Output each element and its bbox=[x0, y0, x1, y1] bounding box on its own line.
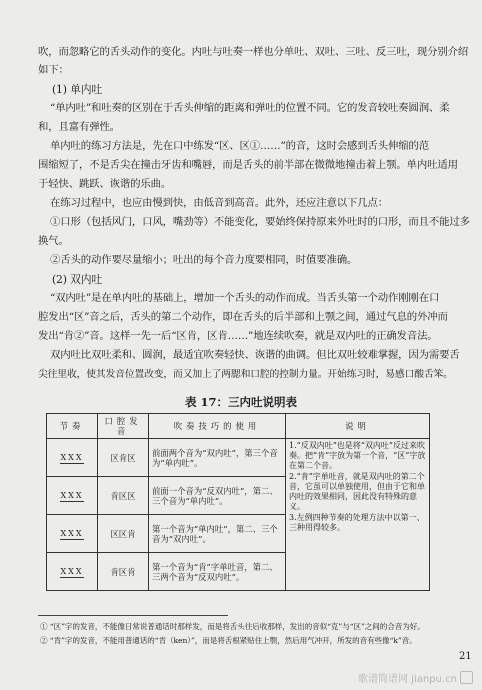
footnote: ② “肯”字的发音，不能用普通话的“肯（ken）”，而是将舌根紧贴住上颚，然后用气冲开，所发的音有些像“k”音。 bbox=[40, 636, 417, 645]
table-header-row bbox=[47, 414, 430, 439]
watermark-logo-icon bbox=[460, 671, 473, 684]
text-line: 围缩短了，不是舌尖在撞击牙齿和嘴唇，而是舌头的前半部在微微地撞击着上颚。单内吐适用 bbox=[38, 159, 458, 171]
footnote: ① “区”字的发音，不能像日常说普通话时那样发，而是将舌头往后收那样，发出的音似“克”与“区”之间的合音为好。 bbox=[40, 622, 425, 631]
text-line: 换气。 bbox=[38, 235, 69, 247]
footnote-divider bbox=[38, 615, 228, 616]
text-line: 双内吐比双吐柔和、圆润，最适宜吹奏轻快、诙谐的曲调。但比双吐较难掌握，因为需要舌 bbox=[50, 349, 460, 361]
rhythm-cell: XXX bbox=[47, 439, 98, 477]
technique-cell: 第一个音为“单内吐”，第二、三个音为“双内吐”。 bbox=[149, 515, 286, 553]
note-item: 3.左例四种节奏的处理方法中以第一、三种用得较多。 bbox=[289, 513, 425, 532]
rhythm-cell: XXX bbox=[47, 477, 98, 515]
text-line: 腔发出“区”音之后，舌头的第二个动作，即在舌头的后半部和上颚之间，通过气息的外冲而 bbox=[38, 311, 448, 323]
page-number: 21 bbox=[459, 651, 472, 662]
text-line: 单内吐的练习方法是，先在口中练发“区、区①……”的音，这时会感到舌头伸缩的范 bbox=[50, 140, 429, 152]
header-notes: 说明 bbox=[286, 414, 430, 439]
technique-cell: 第一个音为“肯”字单吐音，第二、三两个音为“反双内吐”。 bbox=[149, 553, 286, 591]
text-line: 发出“肯②”音。这样一先一后“区肯，区肯……”地连续吹奏，就是双内吐的正确发音法。 bbox=[38, 330, 438, 342]
header-technique: 吹奏技巧的使用 bbox=[149, 414, 286, 439]
text-line: 和，且富有弹性。 bbox=[38, 121, 120, 133]
text-line: 如下： bbox=[38, 64, 69, 76]
rhythm-cell: XXX bbox=[47, 553, 98, 591]
text-line: 尖往里收，使其发音位置改变，而又加上了两腮和口腔的控制力量。开始练习时，易感口酸舌笨。 bbox=[38, 369, 453, 380]
watermark: 歌谱简谱网 jianpu.cn bbox=[358, 670, 473, 685]
text-line: “双内吐”是在单内吐的基础上，增加一个舌头的动作而成。当舌头第一个动作刚刚在口 bbox=[50, 292, 440, 304]
header-rhythm: 节奏 bbox=[47, 414, 98, 439]
table-caption: 表 17：三内吐说明表 bbox=[184, 395, 297, 409]
text-line: “单内吐”和吐奏的区别在于舌头伸缩的距离和弹吐的位置不同。它的发音较吐奏圆润、柔 bbox=[50, 102, 450, 114]
mouth-cell: 区区肯 bbox=[98, 515, 149, 553]
text-line: ①口形（包括风门，口风，嘴劲等）不能变化，要始终保持原来外吐时的口形，而且不能过多 bbox=[50, 216, 470, 228]
text-line: ②舌头的动作要尽量缩小；吐出的每个音力度要相同，时值要准确。 bbox=[50, 254, 358, 266]
text-line: 在练习过程中，也应由慢到快，由低音到高音。此外，还应注意以下几点： bbox=[50, 197, 388, 209]
section-heading: (1) 单内吐 bbox=[52, 83, 103, 96]
header-mouth: 口腔发音 bbox=[98, 414, 149, 439]
note-item: 2.“肯”字单吐音，就是双内吐的第二个音，它虽可以单独使用，但由于它和单内吐的效果相同，因此没有特殊的意义。 bbox=[289, 472, 425, 511]
note-item: 1.“反双内吐”也是将“双内吐”反过来吹奏。把“肯”字放为第一个音，“区”字放在第二个音。 bbox=[289, 441, 426, 470]
section-heading: (2) 双内吐 bbox=[52, 273, 103, 286]
technique-cell: 前面两个音为“双内吐”，第三个音为“单内吐”。 bbox=[149, 439, 286, 477]
mouth-cell: 区肯区 bbox=[98, 439, 149, 477]
mouth-cell: 肯区肯 bbox=[98, 553, 149, 591]
explanation-table bbox=[46, 413, 430, 591]
table-row bbox=[47, 439, 430, 477]
rhythm-cell: XXX bbox=[47, 515, 98, 553]
technique-cell: 前面一个音为“反双内吐”，第二、三个音为“单内吐”。 bbox=[149, 477, 286, 515]
text-line: 于轻快、跳跃、诙谐的乐曲。 bbox=[38, 178, 172, 190]
mouth-cell: 肯区区 bbox=[98, 477, 149, 515]
notes-cell bbox=[286, 439, 430, 591]
text-line: 吹，而忽略它的舌头动作的变化。内吐与吐奏一样也分单吐、双吐、三吐、反三吐，现分别介绍 bbox=[38, 46, 469, 58]
